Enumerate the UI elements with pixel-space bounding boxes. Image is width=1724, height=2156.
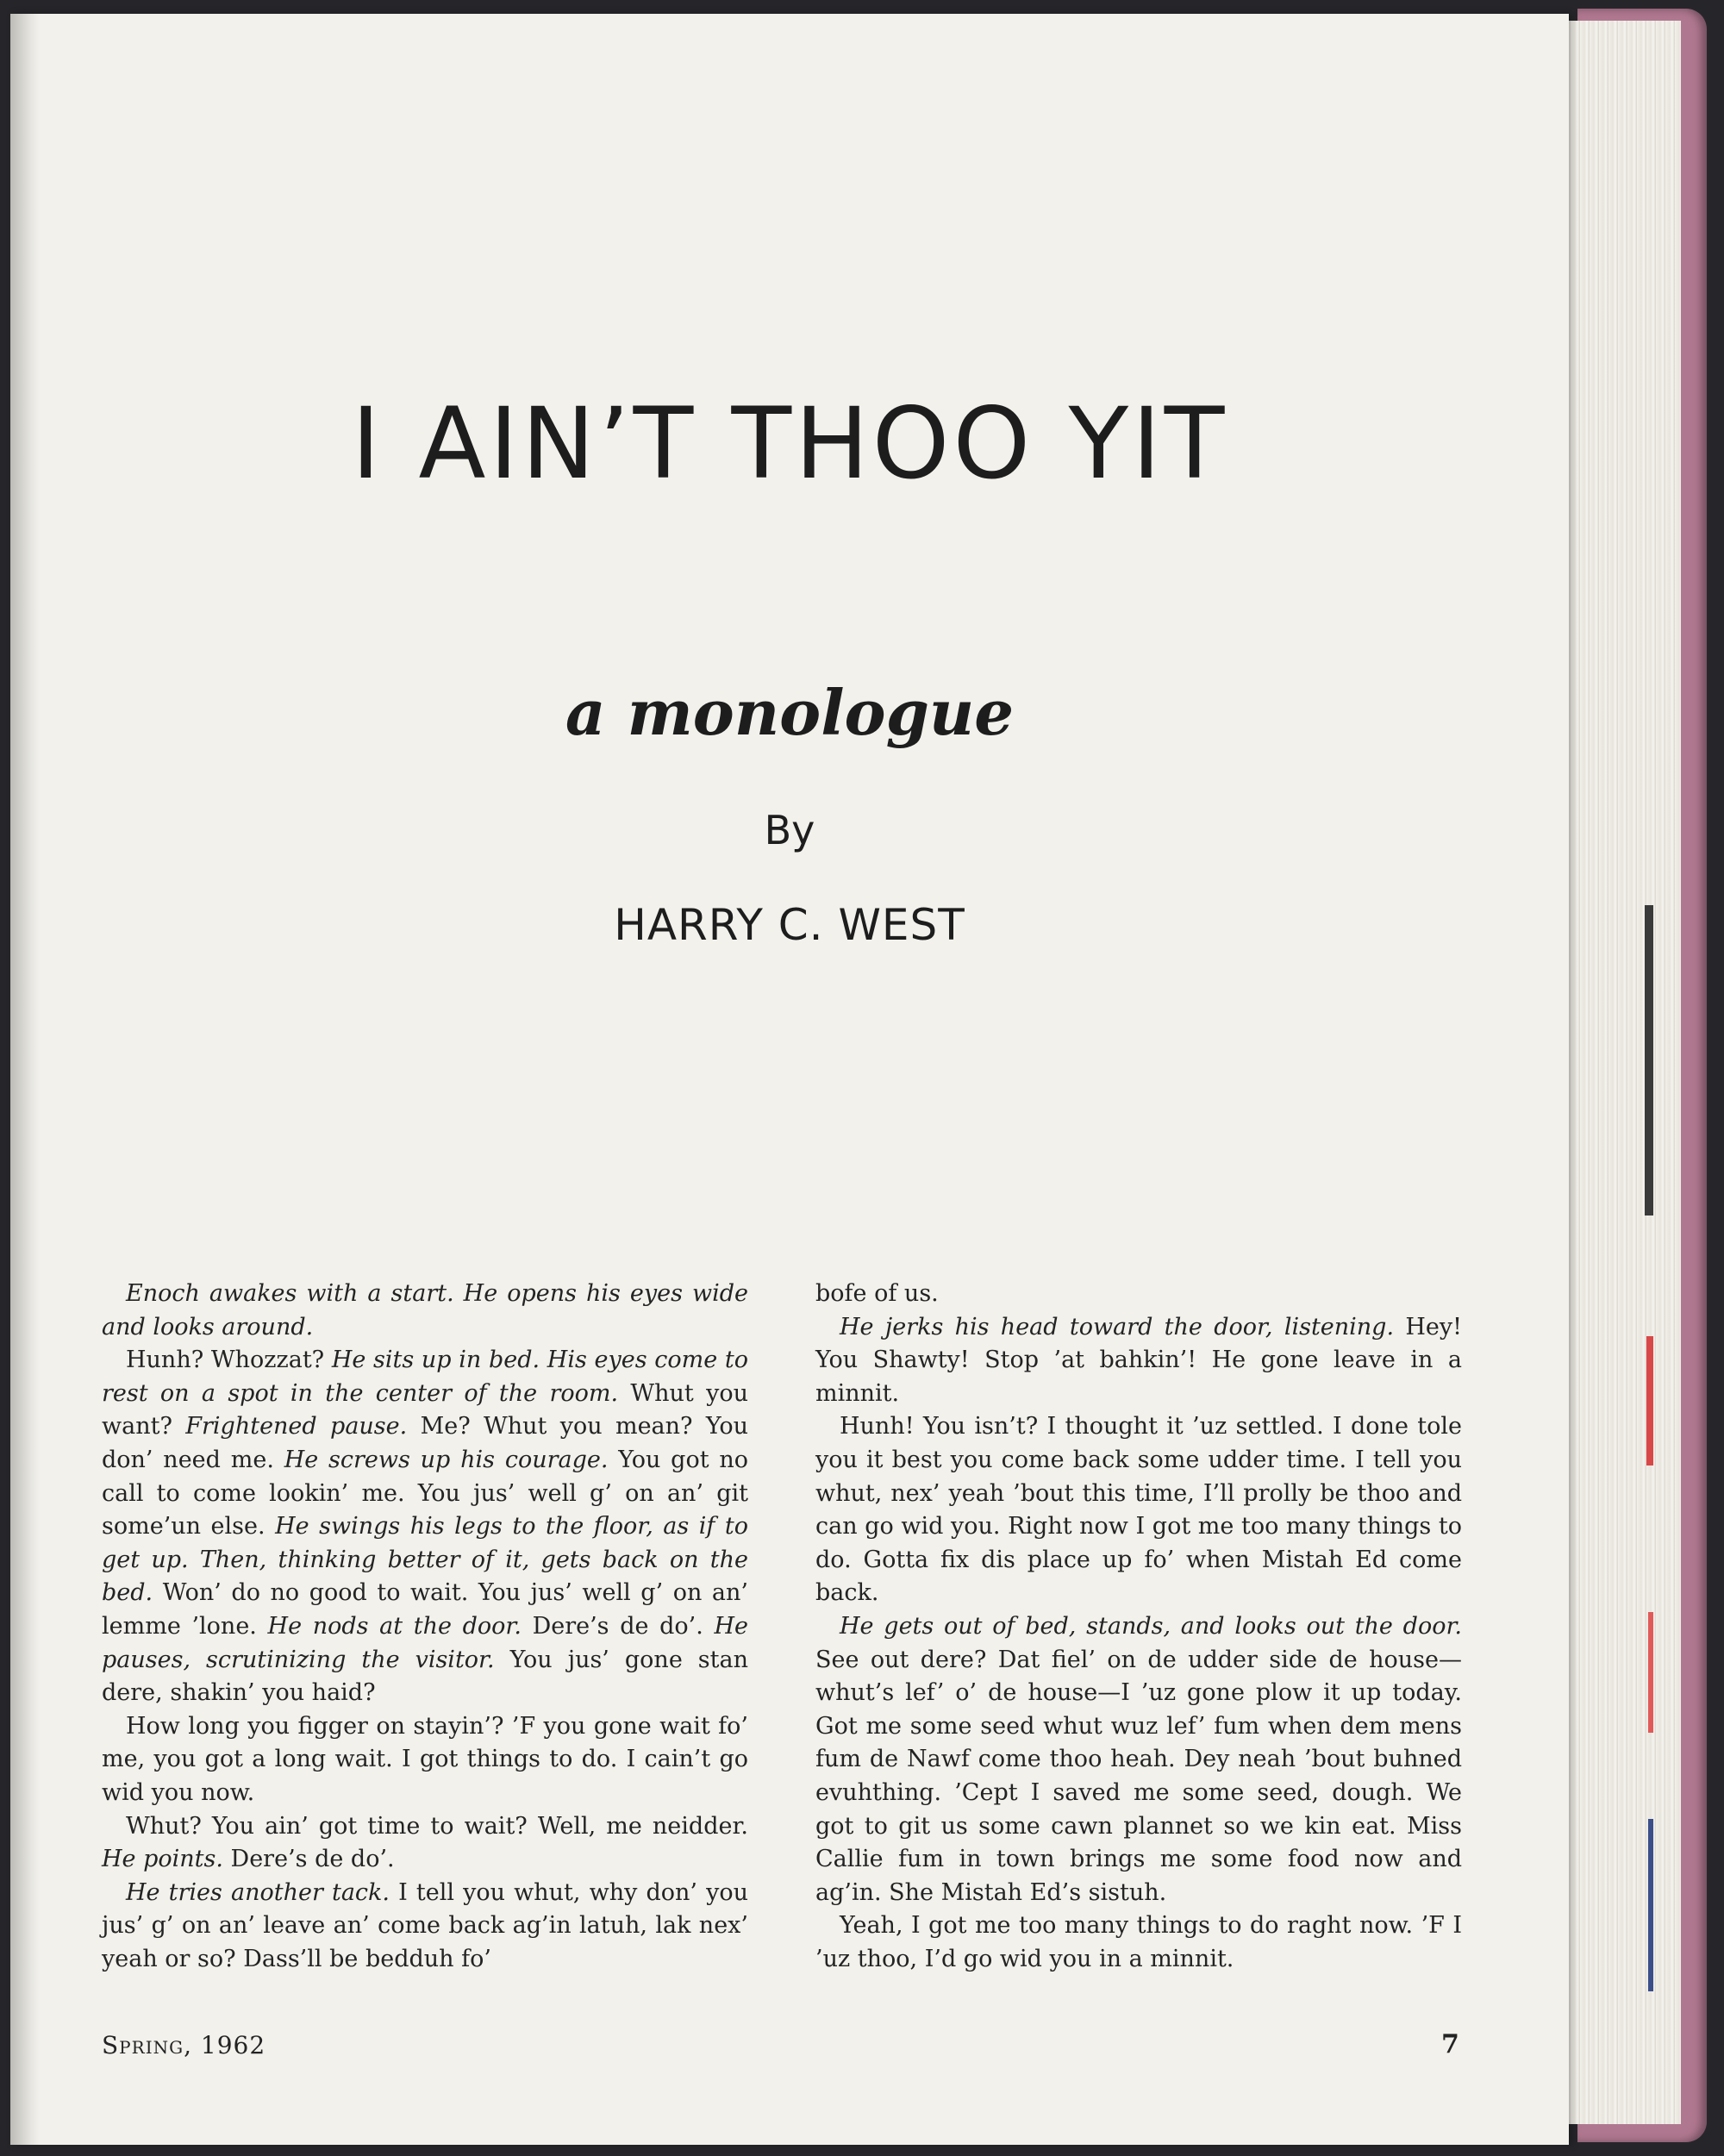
- stage-direction: He swings his legs to the floor, as if to get up. Then, thinking better of it, gets back on the bed.: [102, 1513, 749, 1607]
- paragraph: [815, 1278, 1462, 1311]
- stage-direction: He nods at the door.: [267, 1612, 522, 1640]
- stage-direction: He sits up in bed. His eyes come to rest on a spot in the center of the room.: [102, 1347, 749, 1407]
- right-text-column: [815, 1278, 1462, 1976]
- stage-direction: He screws up his courage.: [284, 1446, 609, 1473]
- dialogue-text: Won’ do no good to wait. You jus’ well g’ on an’ lemme ’lone.: [102, 1579, 748, 1640]
- page-number: 7: [1441, 2029, 1459, 2059]
- article-title: I AIN’T THOO YIT: [351, 386, 1228, 501]
- dialogue-text: Yeah, I got me too many things to do raght now. ’F I ’uz thoo, I’d go wid you in a minnit.: [815, 1912, 1462, 1972]
- paragraph: [815, 1610, 1462, 1909]
- paragraph: [815, 1909, 1462, 1976]
- paragraph: [102, 1344, 748, 1710]
- paragraph: [815, 1410, 1462, 1610]
- dialogue-text: I tell you whut, why don’ you jus’ g’ on an’ leave an’ come back ag’in latuh, lak nex’ yeah or so? Dass’ll be bedduh fo’: [102, 1878, 748, 1972]
- paragraph: [102, 1710, 748, 1810]
- page-gutter: [10, 14, 40, 2145]
- dialogue-text: Whut? You ain’ got time to wait? Well, me neidder.: [126, 1812, 748, 1840]
- paragraph: [102, 1877, 748, 1977]
- left-text-column: [102, 1278, 748, 1976]
- dialogue-text: Dere’s de do’.: [521, 1612, 715, 1640]
- magazine-page: [10, 14, 1569, 2145]
- stage-direction: He pauses, scrutinizing the visitor.: [102, 1612, 748, 1673]
- dialogue-text: Dere’s de do’.: [222, 1846, 395, 1873]
- stage-direction: He points.: [102, 1846, 223, 1873]
- dialogue-text: bofe of us.: [815, 1280, 939, 1307]
- dialogue-text: See out dere? Dat fiel’ on de udder side de house—whut’s lef’ o’ de house—I ’uz gone plow it up today. Got me some seed whut wuz lef’ fum when dem mens fum de Nawf come thoo heah. Dey neah ’bout buhned evuhthing. ’Cept I saved me some seed, dough. We got to git us some cawn plannet so we kin eat. Miss Callie fum in town brings me some food now and ag’in. She Mistah Ed’s sistuh.: [815, 1646, 1462, 1906]
- stage-direction: Frightened pause.: [185, 1413, 408, 1440]
- dialogue-text: Hunh? Whozzat?: [126, 1347, 332, 1374]
- byline-label: By: [764, 807, 815, 853]
- stage-direction: Enoch awakes with a start. He opens his eyes wide and looks around.: [102, 1280, 748, 1340]
- stage-direction: He tries another tack.: [126, 1878, 390, 1906]
- paragraph: [815, 1311, 1462, 1411]
- dialogue-text: Me? Whut you mean? You don’ need me.: [102, 1413, 748, 1473]
- dialogue-text: You jus’ gone stan dere, shakin’ you haid?: [102, 1646, 748, 1707]
- paragraph: [102, 1810, 748, 1877]
- stage-direction: He gets out of bed, stands, and looks out the door.: [840, 1612, 1462, 1640]
- dialogue-text: How long you figger on stayin’? ’F you gone wait fo’ me, you got a long wait. I got things to do. I cain’t go wid you now.: [102, 1712, 748, 1806]
- issue-date: Spring, 1962: [102, 2031, 266, 2059]
- page-edge-tabs: [1638, 905, 1664, 2069]
- dialogue-text: You got no call to come lookin’ me. You jus’ well g’ on an’ git some’un else.: [102, 1446, 749, 1540]
- article-subtitle: a monologue: [565, 676, 1015, 749]
- author-name: HARRY C. WEST: [614, 900, 965, 950]
- dialogue-text: Hey! You Shawty! Stop ’at bahkin’! He gone leave in a minnit.: [815, 1313, 1462, 1407]
- stage-direction: He jerks his head toward the door, listening.: [840, 1313, 1395, 1340]
- dialogue-text: Whut you want?: [102, 1379, 748, 1440]
- dialogue-text: Hunh! You isn’t? I thought it ’uz settled. I done tole you it best you come back some udder time. I tell you whut, nex’ yeah ’bout this time, I’ll prolly be thoo and can go wid you. Right now I got me too many things to do. Gotta fix dis place up fo’ when Mistah Ed come back.: [815, 1413, 1462, 1607]
- paragraph: [102, 1278, 748, 1344]
